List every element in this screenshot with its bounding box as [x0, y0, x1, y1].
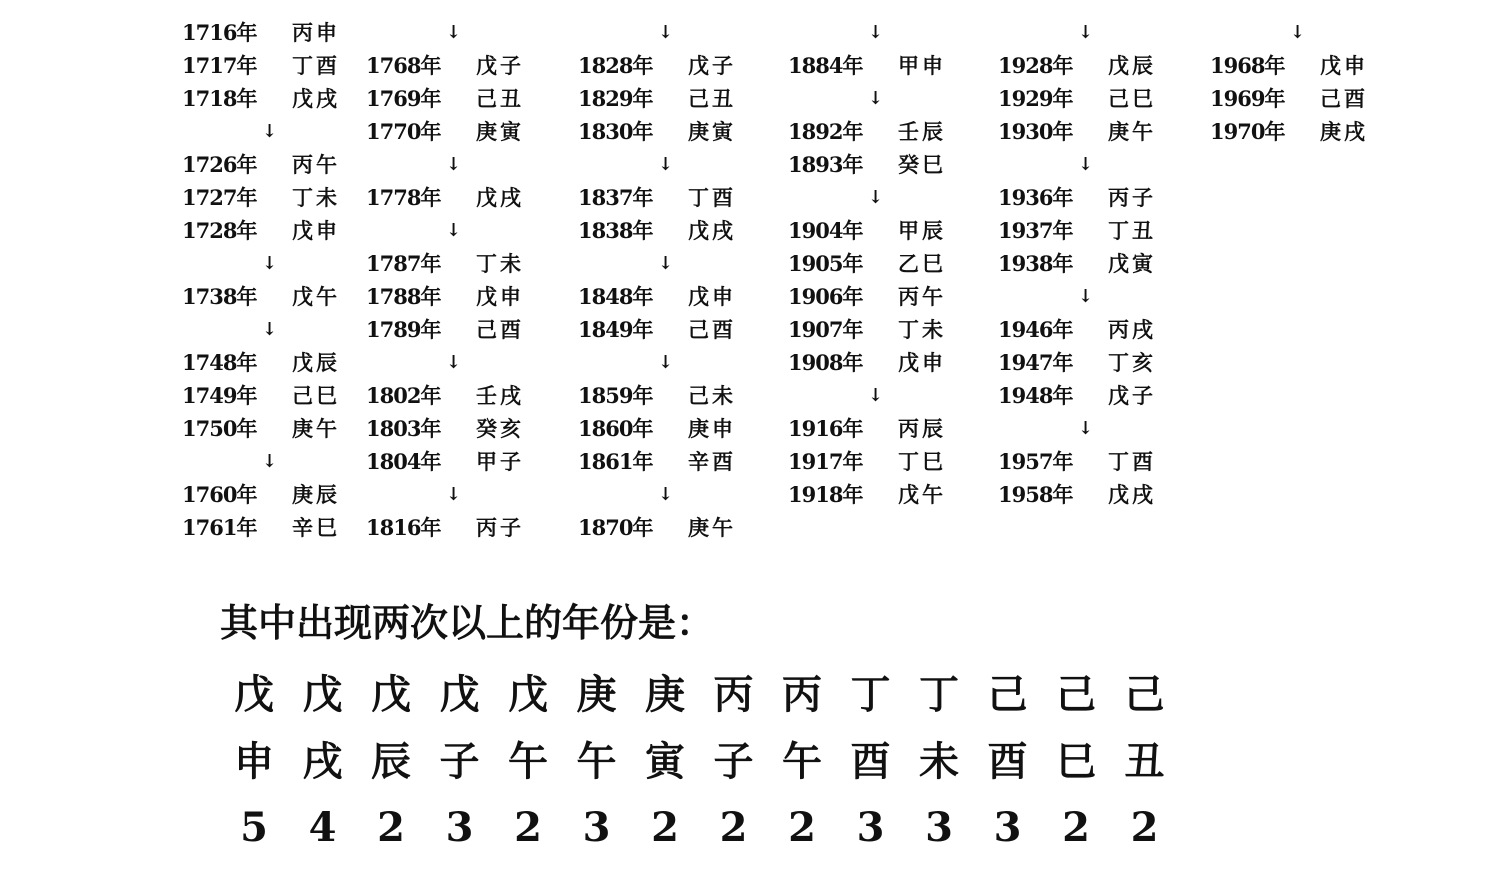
down-arrow-icon: ↓ [1078, 418, 1094, 439]
year-label: 1948年 [998, 383, 1073, 408]
down-arrow-icon: ↓ [262, 253, 278, 274]
summary-count: 3 [925, 804, 953, 851]
down-arrow-icon: ↓ [658, 484, 674, 505]
arrow-row [578, 478, 778, 511]
year-label: 1829年 [578, 86, 653, 111]
down-arrow-icon: ↓ [1078, 286, 1094, 307]
year-row [578, 445, 778, 478]
down-arrow-icon: ↓ [868, 187, 884, 208]
year-label: 1849年 [578, 317, 653, 342]
year-label: 1769年 [366, 86, 441, 111]
ganzhi-label: 甲辰 [898, 218, 946, 243]
summary-stem: 戊 [302, 671, 343, 718]
year-label: 1860年 [578, 416, 653, 441]
ganzhi-label: 己酉 [688, 317, 736, 342]
ganzhi-label: 丁酉 [1108, 449, 1156, 474]
year-column-4 [788, 16, 988, 511]
year-row [998, 445, 1198, 478]
ganzhi-label: 戊申 [688, 284, 736, 309]
summary-stem: 丙 [782, 671, 822, 718]
year-row [998, 379, 1198, 412]
down-arrow-icon: ↓ [262, 451, 278, 472]
ganzhi-label: 甲子 [476, 449, 524, 474]
ganzhi-label: 庚寅 [688, 119, 736, 144]
ganzhi-label: 庚寅 [476, 119, 524, 144]
ganzhi-label: 丙午 [292, 152, 340, 177]
year-label: 1929年 [998, 86, 1073, 111]
ganzhi-label: 庚申 [688, 416, 736, 441]
arrow-row [998, 412, 1198, 445]
down-arrow-icon: ↓ [1078, 22, 1094, 43]
ganzhi-label: 己酉 [1320, 86, 1368, 111]
year-label: 1748年 [182, 350, 257, 375]
arrow-row [182, 247, 382, 280]
year-row [182, 16, 382, 49]
summary-branch: 巳 [1056, 738, 1096, 785]
year-label: 1718年 [182, 86, 257, 111]
year-label: 1760年 [182, 482, 257, 507]
ganzhi-label: 戊子 [1108, 383, 1156, 408]
summary-stem: 丙 [713, 671, 754, 718]
year-label: 1770年 [366, 119, 441, 144]
ganzhi-label: 丁未 [898, 317, 946, 342]
summary-heading: 其中出现两次以上的年份是： [220, 600, 715, 645]
year-row [366, 247, 566, 280]
year-row [998, 214, 1198, 247]
summary-count: 3 [993, 804, 1022, 851]
summary-stem: 己 [1056, 671, 1096, 718]
year-row [788, 445, 988, 478]
ganzhi-label: 戊寅 [1108, 251, 1156, 276]
down-arrow-icon: ↓ [868, 22, 884, 43]
arrow-row [366, 478, 566, 511]
ganzhi-label: 丙戌 [1108, 317, 1156, 342]
year-label: 1969年 [1210, 86, 1285, 111]
year-label: 1908年 [788, 350, 863, 375]
year-label: 1830年 [578, 119, 653, 144]
ganzhi-label: 戊申 [1320, 53, 1368, 78]
year-row [182, 49, 382, 82]
ganzhi-label: 戊子 [476, 53, 524, 78]
year-column-5 [998, 16, 1198, 511]
year-row [578, 49, 778, 82]
year-label: 1970年 [1210, 119, 1285, 144]
year-label: 1930年 [998, 119, 1073, 144]
year-row [998, 82, 1198, 115]
year-label: 1787年 [366, 251, 441, 276]
year-label: 1816年 [366, 515, 441, 540]
down-arrow-icon: ↓ [868, 88, 884, 109]
year-row [578, 214, 778, 247]
summary-stem: 庚 [645, 671, 685, 718]
ganzhi-label: 丙子 [1108, 185, 1156, 210]
ganzhi-label: 癸亥 [476, 416, 524, 441]
down-arrow-icon: ↓ [1290, 22, 1306, 43]
year-row [788, 313, 988, 346]
year-label: 1958年 [998, 482, 1073, 507]
arrow-row [182, 445, 382, 478]
ganzhi-label: 己丑 [688, 86, 736, 111]
ganzhi-label: 戊戌 [688, 218, 736, 243]
arrow-row [788, 379, 988, 412]
year-row [578, 82, 778, 115]
year-label: 1728年 [182, 218, 257, 243]
year-label: 1905年 [788, 251, 863, 276]
ganzhi-label: 丙子 [476, 515, 524, 540]
year-row [366, 412, 566, 445]
year-label: 1848年 [578, 284, 653, 309]
year-column-3 [578, 16, 778, 544]
arrow-row [788, 82, 988, 115]
arrow-row [788, 181, 988, 214]
year-row [998, 346, 1198, 379]
year-row [788, 148, 988, 181]
summary-count: 5 [240, 804, 268, 851]
summary-branch: 酉 [850, 738, 891, 785]
year-label: 1918年 [788, 482, 863, 507]
year-row [182, 346, 382, 379]
summary-branch: 丑 [1124, 738, 1165, 785]
year-row [998, 115, 1198, 148]
year-label: 1906年 [788, 284, 863, 309]
down-arrow-icon: ↓ [658, 253, 674, 274]
year-row [788, 346, 988, 379]
summary-branch: 午 [508, 738, 548, 785]
summary-stem: 丁 [850, 671, 891, 718]
down-arrow-icon: ↓ [262, 121, 278, 142]
year-label: 1904年 [788, 218, 863, 243]
year-row [366, 511, 566, 544]
summary-stem: 庚 [576, 671, 617, 718]
summary-count: 4 [308, 804, 337, 851]
ganzhi-label: 戊午 [898, 482, 946, 507]
year-label: 1749年 [182, 383, 257, 408]
down-arrow-icon: ↓ [446, 484, 462, 505]
year-row [998, 181, 1198, 214]
year-row [1210, 115, 1410, 148]
year-row [788, 412, 988, 445]
arrow-row [998, 148, 1198, 181]
year-row [578, 412, 778, 445]
ganzhi-label: 戊子 [688, 53, 736, 78]
summary-count: 2 [1062, 804, 1090, 851]
ganzhi-label: 壬戌 [476, 383, 524, 408]
year-label: 1761年 [182, 515, 257, 540]
year-row [182, 379, 382, 412]
ganzhi-label: 丁未 [292, 185, 340, 210]
summary-branch: 戌 [302, 738, 343, 785]
ganzhi-label: 辛巳 [292, 515, 340, 540]
ganzhi-label: 辛酉 [688, 449, 736, 474]
year-row [788, 115, 988, 148]
ganzhi-label: 丙午 [898, 284, 946, 309]
year-label: 1928年 [998, 53, 1073, 78]
year-label: 1802年 [366, 383, 441, 408]
year-row [182, 148, 382, 181]
year-row [1210, 82, 1410, 115]
summary-branch: 子 [713, 738, 754, 785]
summary-branch: 未 [919, 738, 959, 785]
summary-count: 3 [445, 804, 474, 851]
ganzhi-label: 丙辰 [898, 416, 946, 441]
year-label: 1837年 [578, 185, 653, 210]
summary-count: 2 [788, 804, 816, 851]
ganzhi-label: 庚午 [1108, 119, 1156, 144]
arrow-row [998, 16, 1198, 49]
summary-stem: 己 [987, 671, 1028, 718]
year-label: 1828年 [578, 53, 653, 78]
summary-stem: 己 [1124, 671, 1165, 718]
year-label: 1907年 [788, 317, 863, 342]
ganzhi-label: 甲申 [898, 53, 946, 78]
year-row [578, 511, 778, 544]
year-label: 1789年 [366, 317, 441, 342]
year-label: 1916年 [788, 416, 863, 441]
ganzhi-label: 戊戌 [1108, 482, 1156, 507]
ganzhi-label: 戊申 [292, 218, 340, 243]
arrow-row [578, 346, 778, 379]
arrow-row [578, 16, 778, 49]
ganzhi-label: 丁未 [476, 251, 524, 276]
year-row [366, 313, 566, 346]
year-label: 1804年 [366, 449, 441, 474]
summary-branch: 午 [576, 738, 617, 785]
summary-count: 3 [856, 804, 885, 851]
summary-branch: 午 [782, 738, 822, 785]
ganzhi-label: 乙巳 [898, 251, 946, 276]
year-row [578, 379, 778, 412]
year-row [578, 181, 778, 214]
year-label: 1803年 [366, 416, 441, 441]
summary-stem: 戊 [439, 671, 480, 718]
ganzhi-label: 戊申 [476, 284, 524, 309]
ganzhi-label: 戊辰 [1108, 53, 1156, 78]
ganzhi-label: 戊戌 [476, 185, 524, 210]
year-label: 1946年 [998, 317, 1073, 342]
year-label: 1917年 [788, 449, 863, 474]
down-arrow-icon: ↓ [262, 319, 278, 340]
year-row [998, 478, 1198, 511]
arrow-row [366, 16, 566, 49]
year-label: 1870年 [578, 515, 653, 540]
ganzhi-label: 丁巳 [898, 449, 946, 474]
arrow-row [366, 346, 566, 379]
ganzhi-label: 丁酉 [688, 185, 736, 210]
year-label: 1738年 [182, 284, 257, 309]
year-row [182, 511, 382, 544]
summary-count: 2 [719, 804, 748, 851]
summary-branch: 辰 [371, 738, 411, 785]
summary-count: 3 [582, 804, 611, 851]
ganzhi-label: 庚辰 [292, 482, 340, 507]
arrow-row [1210, 16, 1410, 49]
summary-count: 2 [377, 804, 405, 851]
arrow-row [182, 115, 382, 148]
ganzhi-label: 丁丑 [1108, 218, 1156, 243]
year-label: 1947年 [998, 350, 1073, 375]
year-row [182, 478, 382, 511]
year-label: 1938年 [998, 251, 1073, 276]
ganzhi-label: 戊申 [898, 350, 946, 375]
ganzhi-label: 己酉 [476, 317, 524, 342]
ganzhi-label: 庚戌 [1320, 119, 1368, 144]
year-label: 1893年 [788, 152, 863, 177]
summary-count: 2 [514, 804, 542, 851]
summary-branch: 子 [439, 738, 480, 785]
year-column-1 [182, 16, 382, 544]
down-arrow-icon: ↓ [446, 22, 462, 43]
year-label: 1936年 [998, 185, 1073, 210]
down-arrow-icon: ↓ [868, 385, 884, 406]
summary-branch: 申 [234, 738, 274, 785]
year-label: 1892年 [788, 119, 863, 144]
year-row [366, 445, 566, 478]
year-row [182, 280, 382, 313]
summary-count: 2 [1130, 804, 1159, 851]
summary-branch: 寅 [645, 738, 685, 785]
ganzhi-label: 丁亥 [1108, 350, 1156, 375]
year-label: 1957年 [998, 449, 1073, 474]
ganzhi-label: 癸巳 [898, 152, 946, 177]
year-label: 1768年 [366, 53, 441, 78]
year-label: 1727年 [182, 185, 257, 210]
summary-branch: 酉 [987, 738, 1028, 785]
down-arrow-icon: ↓ [1078, 154, 1094, 175]
summary-stem: 戊 [508, 671, 548, 718]
year-row [182, 82, 382, 115]
year-row [998, 247, 1198, 280]
arrow-row [366, 214, 566, 247]
arrow-row [578, 148, 778, 181]
ganzhi-label: 戊戌 [292, 86, 340, 111]
year-row [182, 181, 382, 214]
ganzhi-label: 丙申 [292, 20, 340, 45]
arrow-row [578, 247, 778, 280]
year-label: 1859年 [578, 383, 653, 408]
down-arrow-icon: ↓ [446, 352, 462, 373]
year-label: 1750年 [182, 416, 257, 441]
year-label: 1861年 [578, 449, 653, 474]
year-row [578, 313, 778, 346]
year-label: 1937年 [998, 218, 1073, 243]
year-row [366, 280, 566, 313]
year-row [788, 247, 988, 280]
year-label: 1717年 [182, 53, 257, 78]
year-row [366, 181, 566, 214]
year-row [366, 49, 566, 82]
year-row [788, 280, 988, 313]
year-row [998, 313, 1198, 346]
arrow-row [998, 280, 1198, 313]
arrow-row [182, 313, 382, 346]
year-label: 1726年 [182, 152, 257, 177]
year-label: 1778年 [366, 185, 441, 210]
year-column-2 [366, 16, 566, 544]
down-arrow-icon: ↓ [446, 220, 462, 241]
arrow-row [788, 16, 988, 49]
year-row [578, 115, 778, 148]
ganzhi-label: 壬辰 [898, 119, 946, 144]
year-label: 1884年 [788, 53, 863, 78]
year-column-6 [1210, 16, 1410, 148]
year-label: 1838年 [578, 218, 653, 243]
ganzhi-label: 己未 [688, 383, 736, 408]
year-row [182, 412, 382, 445]
year-label: 1716年 [182, 20, 257, 45]
year-row [998, 49, 1198, 82]
down-arrow-icon: ↓ [658, 154, 674, 175]
summary-stem: 丁 [919, 671, 959, 718]
arrow-row [366, 148, 566, 181]
summary-stem: 戊 [234, 671, 274, 718]
ganzhi-label: 庚午 [292, 416, 340, 441]
year-label: 1788年 [366, 284, 441, 309]
year-row [788, 478, 988, 511]
ganzhi-label: 己巳 [1108, 86, 1156, 111]
ganzhi-label: 戊午 [292, 284, 340, 309]
ganzhi-label: 丁酉 [292, 53, 340, 78]
down-arrow-icon: ↓ [658, 22, 674, 43]
year-row [366, 82, 566, 115]
ganzhi-label: 戊辰 [292, 350, 340, 375]
ganzhi-label: 己巳 [292, 383, 340, 408]
summary-count: 2 [651, 804, 679, 851]
summary-stem: 戊 [371, 671, 411, 718]
ganzhi-label: 庚午 [688, 515, 736, 540]
year-row [182, 214, 382, 247]
year-row [366, 379, 566, 412]
down-arrow-icon: ↓ [658, 352, 674, 373]
year-row [366, 115, 566, 148]
year-row [578, 280, 778, 313]
year-row [1210, 49, 1410, 82]
down-arrow-icon: ↓ [446, 154, 462, 175]
year-row [788, 49, 988, 82]
year-label: 1968年 [1210, 53, 1285, 78]
year-row [788, 214, 988, 247]
ganzhi-label: 己丑 [476, 86, 524, 111]
